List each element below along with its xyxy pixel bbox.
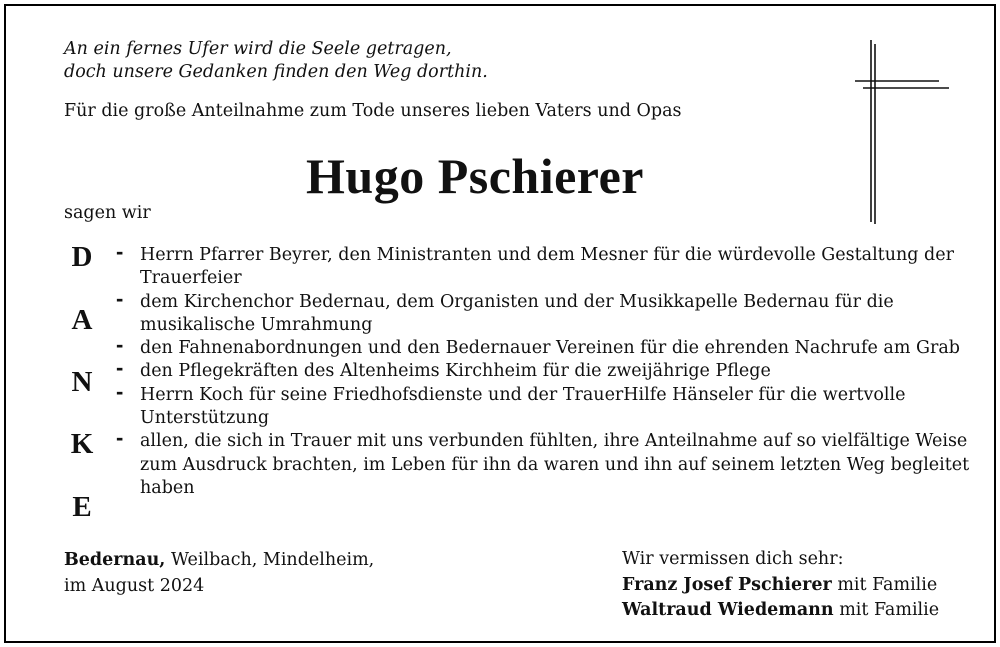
list-item-text: den Pflegekräften des Altenheims Kirchheim für die zweijährige Pflege [140,361,771,382]
mourners-heading: Wir vermissen dich sehr: [622,549,844,569]
obituary-notice [4,4,996,643]
thanks-phrase: sagen wir [64,203,151,223]
place-and-date [64,547,374,599]
mourner-suffix: mit Familie [833,600,940,620]
place-towns: Weilbach, Mindelheim, [165,550,375,570]
list-item-text: dem Kirchenchor Bedernau, dem Organisten und der Musikkapelle Bedernau für die musikalische Umrahmung [140,291,894,335]
mourner-suffix: mit Familie [831,574,938,595]
list-item-text: den Fahnenabordnungen und den Bedernauer Vereinen für die ehrenden Nachrufe am Grab [140,338,960,359]
intro-text: Für die große Anteilnahme zum Tode unseres lieben Vaters und Opas [64,101,682,121]
danke-letter-d: D [71,241,93,273]
list-item-text: Herrn Koch für seine Friedhofsdienste und der TrauerHilfe Hänseler für die wertvolle Unterstützung [140,384,906,429]
poem-line-1: An ein fernes Ufer wird die Seele getragen, [64,39,452,59]
mourner-line [622,598,939,624]
danke-vertical [62,242,102,522]
mourner-name: Waltraud Wiedemann [622,600,834,620]
list-item: - den Pflegekräften des Altenheims Kirchheim für die zweijährige Pflege [116,355,771,382]
list-item-text: Herrn Pfarrer Beyrer, den Ministranten und dem Mesner für die würdevolle Gestaltung der Trauerfeier [140,245,954,289]
date-line: im August 2024 [64,576,205,596]
mourner-line [622,573,939,599]
mourners-block [622,547,939,624]
place-town-bold: Bedernau, [64,550,166,570]
memorial-poem [64,38,488,84]
danke-letter-e: E [72,491,92,523]
list-item: - Herrn Koch für seine Friedhofsdienste und der TrauerHilfe Hänseler für die wertvolle Unterstützung [116,378,906,429]
list-item: - dem Kirchenchor Bedernau, dem Organisten und der Musikkapelle Bedernau für die musikalische Umrahmung [116,285,894,335]
danke-letter-k: K [70,428,94,460]
list-item: - Herrn Pfarrer Beyrer, den Ministranten und dem Mesner für die würdevolle Gestaltung der Trauerfeier [116,239,954,289]
list-item-text: allen, die sich in Trauer mit uns verbunden fühlten, ihre Anteilnahme auf so vielfältige Weise zum Ausdruck brachten, im Leben für ihn da waren und ihn auf seinem letzten Weg begleitet haben [140,431,970,498]
poem-line-2: doch unsere Gedanken finden den Weg dorthin. [64,62,488,82]
cross-icon [851,40,951,224]
danke-letter-a: A [71,304,93,336]
thanks-list [114,239,974,500]
deceased-name: Hugo Pschierer [306,148,644,204]
danke-letter-n: N [71,366,93,398]
list-item: - den Fahnenabordnungen und den Bedernauer Vereinen für die ehrenden Nachrufe am Grab [116,332,960,359]
mourner-name: Franz Josef Pschierer [622,574,832,595]
list-item: - allen, die sich in Trauer mit uns verbunden fühlten, ihre Anteilnahme auf so vielfältige Weise zum Ausdruck brachten, im Leben für ihn da waren und ihn auf seinem letzten Weg begleitet haben [116,425,970,498]
